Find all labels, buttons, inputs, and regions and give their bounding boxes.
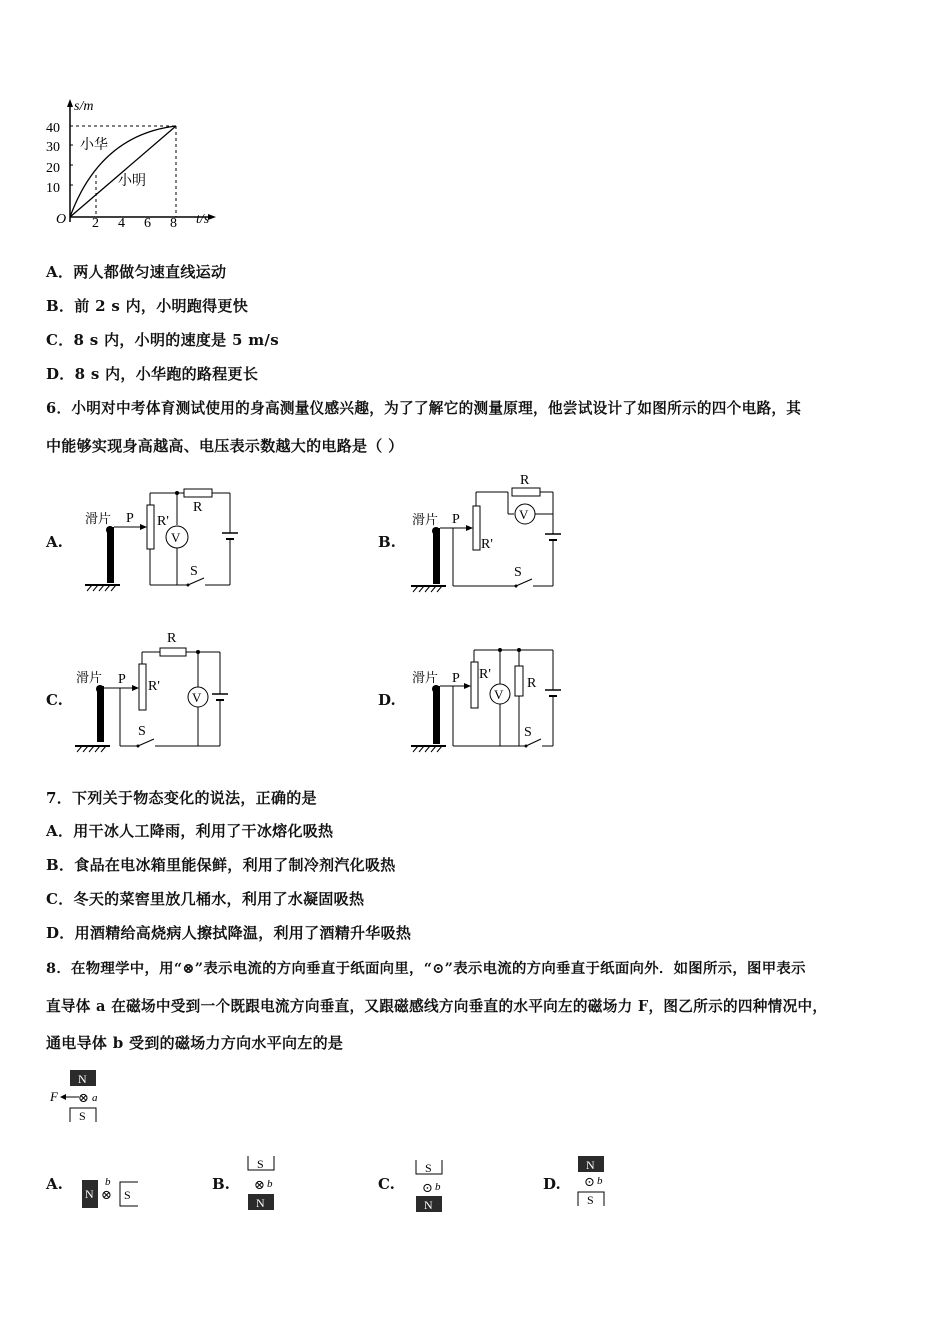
q8-stem-line2: 直导体 a 在磁场中受到一个既跟电流方向垂直，又跟磁感线方向垂直的水平向左的磁场力 F，图乙所示的四种情况中， [46, 998, 828, 1015]
xiaoming-label: 小明 [118, 174, 146, 189]
q6-stem-line1: 6．小明对中考体育测试使用的身高测量仪感兴趣，为了了解它的测量原理，他尝试设计了如图所示的四个电路，其 [46, 400, 802, 417]
y-tick: 30 [46, 140, 60, 155]
svg-text:S: S [124, 1188, 131, 1202]
svg-text:R': R' [479, 667, 491, 682]
svg-text:b: b [597, 1175, 603, 1187]
svg-text:R: R [520, 473, 530, 488]
svg-text:S: S [79, 1109, 86, 1123]
q8-option-c-letter: C. [378, 1175, 395, 1193]
svg-text:滑片: 滑片 [412, 512, 439, 527]
svg-text:b: b [267, 1178, 273, 1190]
q8-stem-line3: 通电导体 b 受到的磁场力方向水平向左的是 [46, 1034, 344, 1052]
svg-text:V: V [494, 687, 504, 702]
q7-option-c: C．冬天的菜窖里放几桶水，利用了水凝固吸热 [46, 890, 365, 908]
svg-text:a: a [92, 1092, 98, 1104]
q8-option-a-letter: A. [46, 1175, 63, 1193]
circuit-d-letter: D. [378, 691, 396, 709]
svg-text:N: N [256, 1196, 265, 1210]
svg-text:⊗: ⊗ [78, 1090, 89, 1105]
svg-text:F: F [50, 1089, 58, 1104]
svg-text:b: b [435, 1181, 441, 1193]
x-tick: 2 [92, 216, 99, 230]
svg-text:V: V [192, 690, 202, 705]
circuit-a-letter: A. [46, 533, 63, 551]
svg-text:S: S [425, 1161, 432, 1175]
svg-text:R: R [527, 676, 537, 691]
x-tick: 6 [144, 216, 151, 230]
x-tick: 8 [170, 216, 177, 230]
svg-text:P: P [126, 511, 134, 526]
q7-option-b: B．食品在电冰箱里能保鲜，利用了制冷剂汽化吸热 [46, 856, 396, 874]
svg-text:N: N [85, 1187, 94, 1201]
circuit-c-letter: C. [46, 691, 63, 709]
svg-text:P: P [452, 512, 460, 527]
svg-text:S: S [524, 725, 532, 740]
svg-text:N: N [586, 1158, 595, 1172]
svg-text:滑片: 滑片 [412, 670, 439, 685]
svg-text:S: S [514, 565, 522, 580]
svg-text:S: S [190, 564, 198, 579]
svg-text:滑片: 滑片 [76, 670, 103, 685]
svg-text:N: N [424, 1198, 433, 1212]
svg-text:V: V [519, 507, 529, 522]
svg-text:R': R' [481, 537, 493, 552]
circuit-a [80, 475, 255, 605]
svg-text:S: S [138, 724, 146, 739]
q5-option-d: D．8 s 内，小华跑的路程更长 [46, 365, 259, 383]
rheostat [147, 505, 154, 549]
q8-option-b-letter: B. [212, 1175, 230, 1193]
circuit-b-letter: B. [378, 533, 396, 551]
s-t-graph [40, 95, 240, 230]
y-tick: 20 [46, 161, 60, 176]
origin-label: O [56, 212, 67, 227]
xiaohua-label: 小华 [80, 138, 108, 153]
q5-option-a: A．两人都做匀速直线运动 [46, 263, 227, 281]
q7-option-a: A．用干冰人工降雨，利用了干冰熔化吸热 [46, 822, 334, 840]
svg-text:R': R' [157, 514, 169, 529]
x-axis-label: t/s [196, 212, 210, 227]
y-tick: 10 [46, 181, 60, 196]
person [107, 527, 114, 583]
svg-text:⊙: ⊙ [422, 1180, 433, 1195]
q6-stem-line2: 中能够实现身高越高、电压表示数越大的电路是（ ） [46, 437, 404, 455]
x-tick: 4 [118, 216, 125, 230]
svg-text:⊗: ⊗ [254, 1177, 265, 1192]
circuit-b [408, 470, 583, 605]
svg-text:b: b [105, 1176, 111, 1188]
svg-text:P: P [452, 671, 460, 686]
svg-text:V: V [171, 530, 181, 545]
q5-option-b: B．前 2 s 内，小明跑得更快 [46, 297, 249, 315]
resistor-r [184, 489, 212, 497]
svg-text:R': R' [148, 679, 160, 694]
q5-option-c: C．8 s 内，小明的速度是 5 m/s [46, 331, 279, 349]
q8-option-d-letter: D. [543, 1175, 561, 1193]
svg-text:S: S [257, 1157, 264, 1171]
y-axis-label: s/m [74, 99, 94, 114]
q8-figure-a [48, 1066, 118, 1126]
svg-text:R: R [193, 500, 203, 515]
q8-option-c [408, 1156, 458, 1216]
q8-option-a [78, 1172, 148, 1212]
q7-option-d: D．用酒精给高烧病人擦拭降温，利用了酒精升华吸热 [46, 924, 412, 942]
circuit-d [408, 640, 583, 755]
svg-text:N: N [78, 1072, 87, 1086]
svg-text:⊙: ⊙ [584, 1174, 595, 1189]
slider-label: 滑片 [85, 511, 112, 526]
svg-text:⊗: ⊗ [101, 1187, 112, 1202]
svg-text:S: S [587, 1193, 594, 1207]
q8-option-b [240, 1152, 290, 1214]
svg-text:P: P [118, 672, 126, 687]
circuit-c [72, 628, 247, 758]
q7-stem: 7．下列关于物态变化的说法，正确的是 [46, 789, 317, 807]
y-tick: 40 [46, 121, 60, 136]
q8-option-d [570, 1152, 620, 1212]
svg-text:R: R [167, 631, 177, 646]
q8-stem-line1: 8．在物理学中，用“⊗”表示电流的方向垂直于纸面向里，“⊙”表示电流的方向垂直于纸面向外．如图所示，图甲表示 [46, 960, 806, 977]
